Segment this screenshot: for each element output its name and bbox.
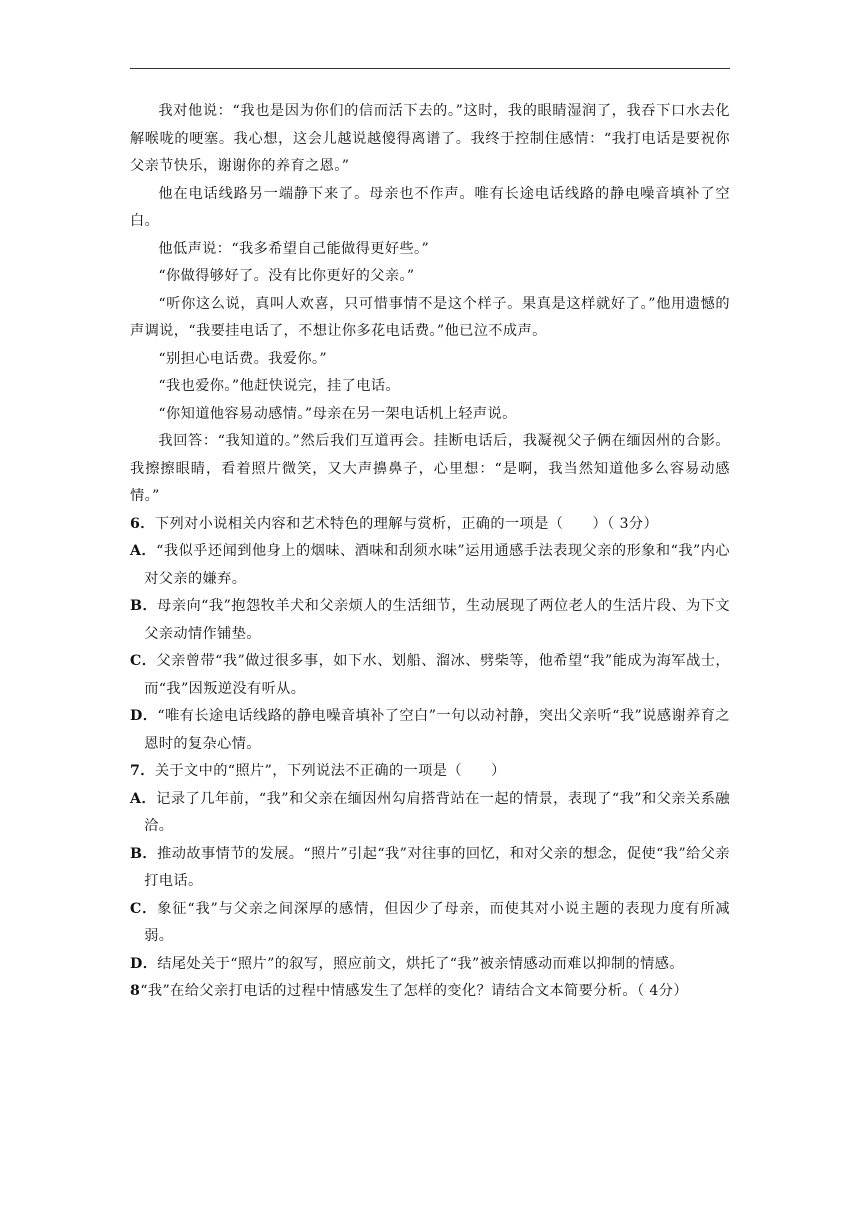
- question-number: 7．: [130, 763, 155, 779]
- document-body: [130, 98, 730, 1006]
- option-text: 母亲向“我”抱怨牧羊犬和父亲烦人的生活细节，生动展现了两位老人的生活片段、为下文父亲动情作铺垫。: [144, 598, 731, 642]
- question-text: “我”在给父亲打电话的过程中情感发生了怎样的变化？请结合文本简要分析。（ 4分）: [140, 983, 688, 999]
- option-text: 象征“我”与父亲之间深厚的感情，但因少了母亲，而使其对小说主题的表现力度有所减弱。: [144, 900, 731, 944]
- passage-paragraph: “听你这么说，真叫人欢喜，只可惜事情不是这个样子。果真是这样就好了。”他用遗憾的声调说，“我要挂电话了，不想让你多花电话费。”他已泣不成声。: [130, 295, 730, 339]
- passage-paragraph: 我回答：“我知道的。”然后我们互道再会。挂断电话后，我凝视父子俩在缅因州的合影。我擦擦眼睛，看着照片微笑，又大声擤鼻子，心里想：“是啊，我当然知道他多么容易动感情。”: [130, 433, 730, 504]
- option-letter: C．: [130, 900, 158, 917]
- option-text: 父亲曾带“我”做过很多事，如下水、划船、溜冰、劈柴等，他希望“我”能成为海军战士，而“我”因叛逆没有听从。: [144, 653, 731, 697]
- option-text: 记录了几年前，“我”和父亲在缅因州勾肩搭背站在一起的情景，表现了“我”和父亲关系融洽。: [144, 790, 730, 834]
- passage-paragraph: “别担心电话费。我爱你。”: [158, 350, 328, 367]
- question-8: [130, 978, 730, 1006]
- question-7-option-d: [130, 951, 730, 979]
- option-letter: D．: [130, 955, 158, 972]
- passage-paragraph: “你知道他容易动感情。”母亲在另一架电话机上轻声说。: [158, 405, 517, 422]
- passage-paragraph: 我对他说：“我也是因为你们的信而活下去的。”这时，我的眼睛湿润了，我吞下口水去化解喉咙的哽塞。我心想，这会儿越说越傻得离谱了。我终于控制住感情：“我打电话是要祝你父亲节快乐，谢谢你的养育之恩。”: [130, 103, 730, 174]
- passage-paragraph: “你做得够好了。没有比你更好的父亲。”: [158, 268, 415, 284]
- option-letter: B．: [130, 845, 158, 862]
- question-7: [130, 758, 730, 786]
- option-text: “唯有长途电话线路的静电噪音填补了空白”一句以动衬静，突出父亲听“我”说感谢养育之恩时的复杂心情。: [144, 708, 730, 752]
- option-letter: D．: [130, 708, 158, 724]
- option-text: 推动故事情节的发展。“照片”引起“我”对往事的回忆，和对父亲的想念，促使“我”给父亲打电话。: [144, 845, 730, 889]
- question-7-option-a: [130, 786, 730, 841]
- question-number: 6．: [130, 515, 155, 532]
- passage-paragraph: “我也爱你。”他赶快说完，挂了电话。: [158, 378, 400, 394]
- option-letter: A．: [130, 790, 157, 807]
- header-rule: [130, 68, 730, 69]
- option-text: “我似乎还闻到他身上的烟味、酒味和刮须水味”运用通感手法表现父亲的形象和“我”内心对父亲的嫌弃。: [144, 543, 730, 587]
- question-7-option-b: [130, 841, 730, 896]
- question-6-option-a: [130, 538, 730, 593]
- option-letter: A．: [130, 543, 157, 559]
- option-text: 结尾处关于“照片”的叙写，照应前文，烘托了“我”被亲情感动而难以抑制的情感。: [157, 955, 684, 972]
- option-letter: B．: [130, 598, 158, 614]
- question-6-option-b: [130, 593, 730, 648]
- passage-paragraph: 他低声说：“我多希望自己能做得更好些。”: [158, 240, 430, 257]
- option-letter: C．: [130, 653, 157, 669]
- question-7-option-c: [130, 896, 730, 951]
- question-6: [130, 511, 730, 539]
- question-number: 8: [130, 983, 141, 999]
- question-text: 下列对小说相关内容和艺术特色的理解与赏析，正确的一项是（ ）（ 3分）: [154, 515, 659, 532]
- question-6-option-c: [130, 648, 730, 703]
- question-text: 关于文中的“照片”，下列说法不正确的一项是（ ）: [154, 763, 506, 779]
- question-6-option-d: [130, 703, 730, 758]
- passage-paragraph: 他在电话线路另一端静下来了。母亲也不作声。唯有长途电话线路的静电噪音填补了空白。: [130, 185, 730, 229]
